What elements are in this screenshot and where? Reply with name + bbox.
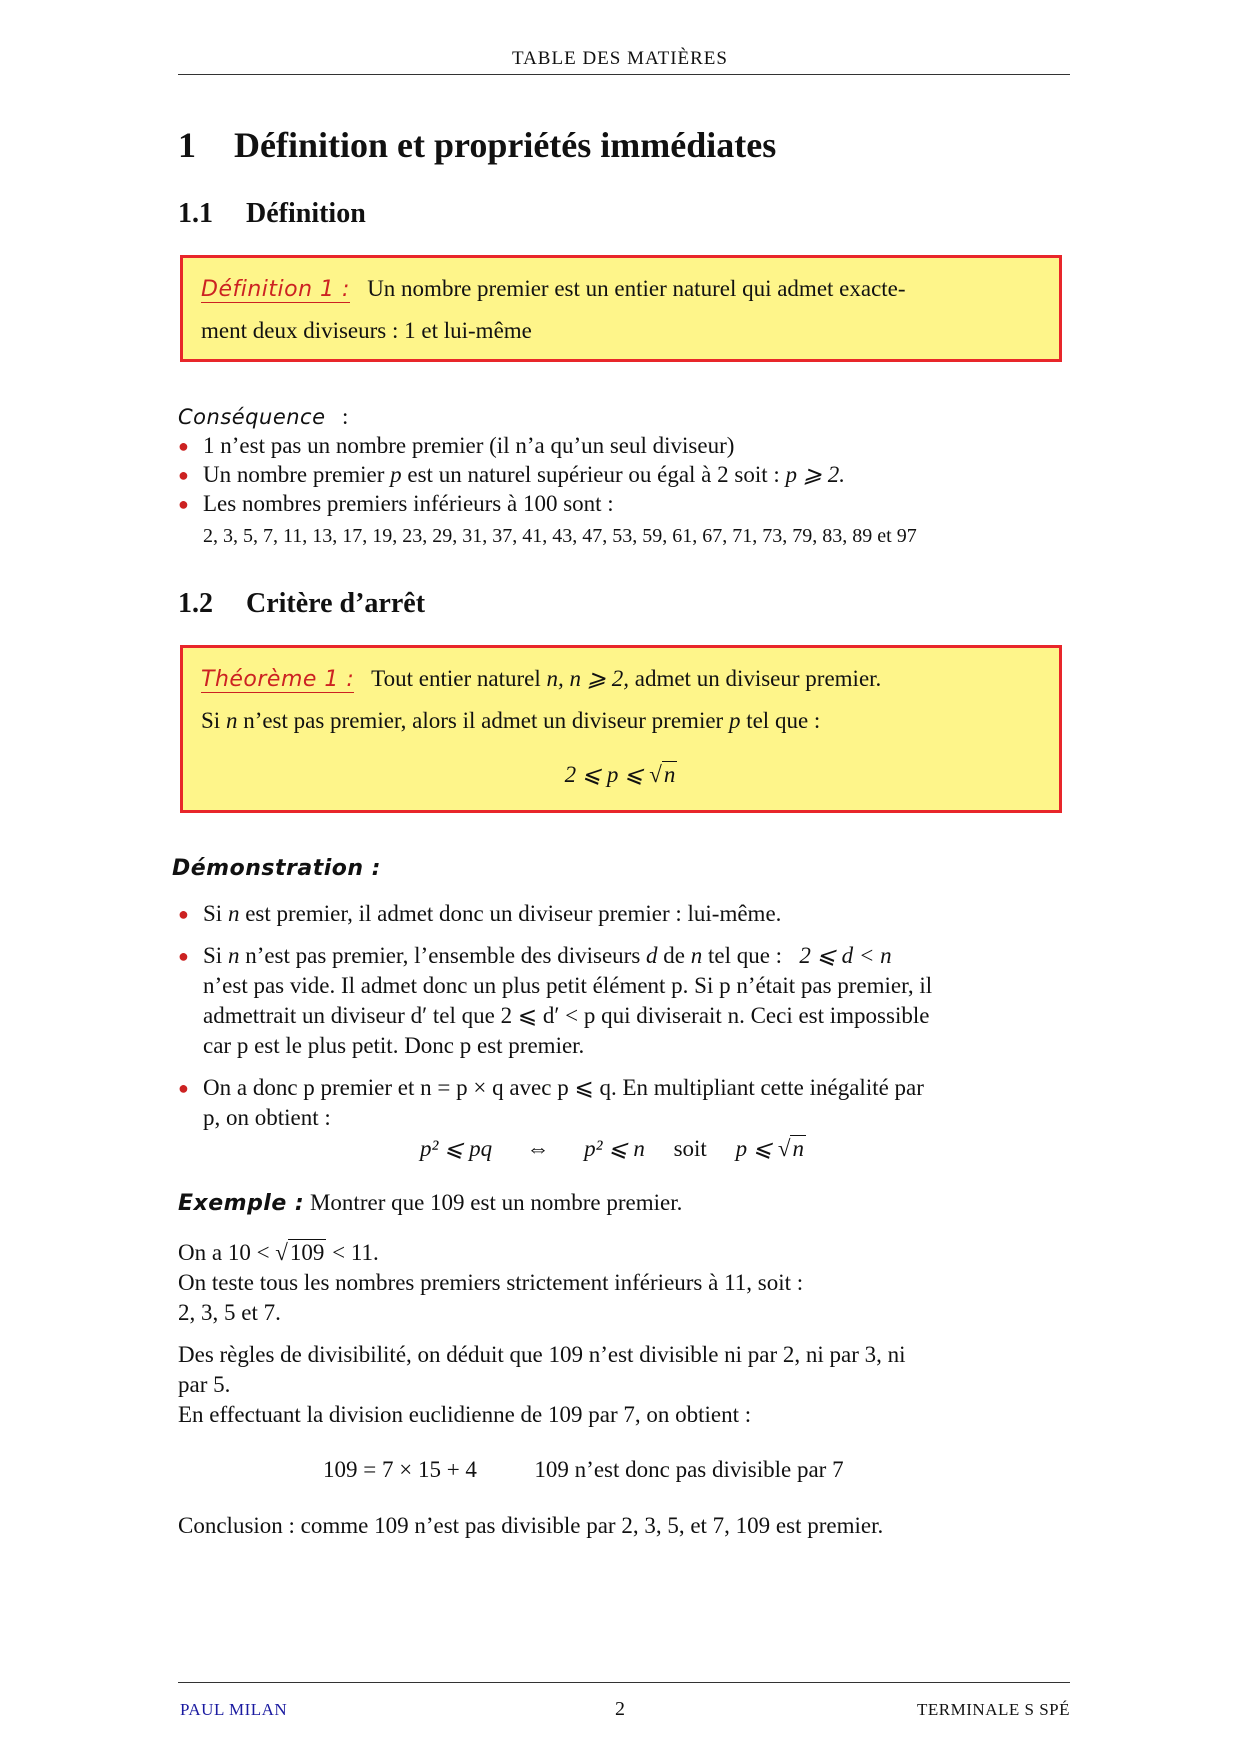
footer-class: TERMINALE S SPÉ — [917, 1700, 1070, 1719]
demo-item-2-line-3: admettrait un diviseur d′ tel que 2 ⩽ d′ < p qui diviserait n. Ceci est impossible — [203, 1003, 930, 1028]
example-para-2-line-3: En effectuant la division euclidienne de 109 par 7, on obtient : — [178, 1402, 752, 1427]
section-number: 1 — [178, 125, 196, 165]
example-line-3: 2, 3, 5 et 7. — [178, 1300, 281, 1325]
demo-item-2-line-4: car p est le plus petit. Donc p est premier. — [203, 1033, 585, 1058]
definition-text-2: ment deux diviseurs : 1 et lui-même — [201, 318, 532, 343]
page-number: 2 — [615, 1698, 625, 1720]
division-note: 109 n’est donc pas divisible par 7 — [534, 1457, 844, 1482]
theorem-label: Théorème 1 : — [201, 667, 355, 692]
example-para-2-line-2: par 5. — [178, 1372, 231, 1397]
theorem-box — [180, 645, 1062, 813]
consequence-item-3: Les nombres premiers inférieurs à 100 sont : — [203, 491, 614, 516]
subsection-heading-criterion — [178, 588, 425, 620]
subsection-title: Définition — [246, 198, 366, 229]
theorem-line-2: Si n n’est pas premier, alors il admet un diviseur premier p tel que : — [201, 708, 821, 733]
demo-formula: p² ⩽ pq ⇔ p² ⩽ n soit p ⩽ √n — [420, 1136, 804, 1161]
bullet-icon: ● — [178, 494, 189, 514]
demonstration-label: Démonstration : — [172, 856, 381, 881]
consequence-label: Conséquence — [178, 405, 326, 429]
example-label: Exemple : — [178, 1191, 305, 1216]
definition-label: Définition 1 : — [201, 277, 350, 302]
example-line-2: On teste tous les nombres premiers strictement inférieurs à 11, soit : — [178, 1270, 804, 1295]
definition-box — [180, 255, 1062, 362]
footer-author: PAUL MILAN — [180, 1700, 288, 1719]
definition-text-1: Un nombre premier est un entier naturel qui admet exacte- — [367, 276, 906, 301]
subsection-number: 1.1 — [178, 198, 213, 229]
demo-item-1: Si n est premier, il admet donc un diviseur premier : lui-même. — [203, 901, 782, 926]
demo-item-3-line-1: On a donc p premier et n = p × q avec p ⩽ q. En multipliant cette inégalité par — [203, 1075, 924, 1100]
example-para-2-line-1: Des règles de divisibilité, on déduit que 109 n’est divisible ni par 2, ni par 3, ni — [178, 1342, 906, 1367]
subsection-title: Critère d’arrêt — [246, 588, 426, 619]
subsection-number: 1.2 — [178, 588, 213, 619]
bullet-icon: ● — [178, 946, 189, 966]
example-line-1: On a 10 < √109 < 11. — [178, 1240, 379, 1265]
bullet-icon: ● — [178, 1078, 189, 1098]
demo-item-3-line-2: p, on obtient : — [203, 1105, 331, 1130]
footer-rule — [178, 1682, 1070, 1683]
theorem-formula: 2 ⩽ p ⩽ √n — [564, 762, 676, 787]
bullet-icon: ● — [178, 904, 189, 924]
consequence-heading — [178, 402, 348, 431]
division-formula: 109 = 7 × 15 + 4 109 n’est donc pas divisible par 7 — [323, 1457, 844, 1482]
example-heading — [178, 1188, 1070, 1218]
demo-item-2-line-2: n’est pas vide. Il admet donc un plus petit élément p. Si p n’était pas premier, il — [203, 973, 933, 998]
example-statement: Montrer que 109 est un nombre premier. — [309, 1190, 683, 1215]
consequence-colon: : — [342, 404, 349, 429]
consequence-item-1: 1 n’est pas un nombre premier (il n’a qu’un seul diviseur) — [203, 433, 735, 458]
demo-item-2-line-1: Si n n’est pas premier, l’ensemble des diviseurs d de n tel que : 2 ⩽ d < n — [203, 943, 892, 968]
bullet-icon: ● — [178, 465, 189, 485]
section-heading — [178, 124, 776, 166]
section-title: Définition et propriétés immédiates — [234, 125, 777, 165]
primes-list: 2, 3, 5, 7, 11, 13, 17, 19, 23, 29, 31, 37, 41, 43, 47, 53, 59, 61, 67, 71, 73, 79, 83, 89 et 97 — [203, 525, 917, 547]
subsection-heading-definition — [178, 198, 366, 230]
bullet-icon: ● — [178, 436, 189, 456]
header-rule — [178, 74, 1070, 75]
theorem-line-1: Théorème 1 : Tout entier naturel n, n ⩾ 2, admet un diviseur premier. — [201, 666, 882, 692]
definition-line-1 — [201, 274, 1051, 304]
running-title: TABLE DES MATIÈRES — [512, 48, 728, 69]
example-conclusion: Conclusion : comme 109 n’est pas divisible par 2, 3, 5, et 7, 109 est premier. — [178, 1513, 884, 1538]
consequence-item-2: Un nombre premier p est un naturel supérieur ou égal à 2 soit : p ⩾ 2. — [203, 462, 846, 487]
